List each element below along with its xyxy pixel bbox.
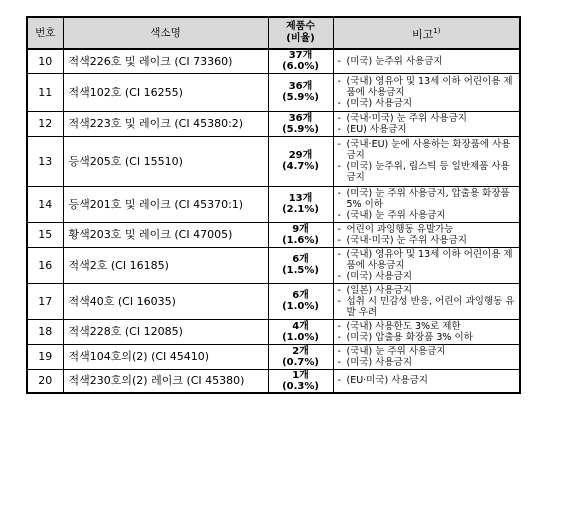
product-ratio: (1.0%) (282, 301, 319, 312)
bullet-dash: - (337, 75, 341, 87)
product-count: 37개 (288, 50, 313, 62)
product-count: 1개 (292, 369, 309, 381)
product-ratio: (0.7%) (282, 356, 319, 368)
table-row (27, 247, 520, 283)
product-count: 36개 (288, 81, 313, 92)
remark-item (338, 375, 517, 386)
product-count: 6개 (292, 290, 309, 301)
remark-item (338, 188, 517, 210)
remarks-cell (333, 136, 520, 186)
product-count: 4개 (292, 320, 309, 332)
remark-item (338, 249, 517, 271)
colorant-name: 적색228호 (CI 12085) (63, 319, 268, 344)
remark-item (338, 224, 517, 235)
remark-text: (국내) 눈 주위 사용금지 (346, 345, 446, 357)
row-number: 19 (27, 344, 63, 369)
bullet-dash: - (337, 270, 341, 282)
product-ratio: (1.5%) (282, 265, 319, 276)
remark-text: (국내·미국) 눈 주위 사용금지 (346, 234, 467, 246)
bullet-dash: - (337, 331, 341, 343)
table-row (27, 49, 520, 73)
header-count-line1: 제품수 (286, 21, 315, 32)
remark-item (338, 56, 517, 67)
remark-text: (미국) 사용금지 (346, 270, 412, 282)
product-count: 36개 (288, 112, 313, 124)
row-number: 14 (27, 186, 63, 222)
remark-text: (EU) 사용금지 (346, 123, 407, 135)
product-count-cell (268, 186, 333, 222)
remark-item (338, 285, 517, 296)
table-header (27, 17, 520, 49)
row-number: 16 (27, 247, 63, 283)
remarks-cell (333, 111, 520, 136)
remark-text: (국내·EU) 눈에 사용하는 화장품에 사용금지 (346, 139, 511, 161)
product-ratio: (1.6%) (282, 234, 319, 246)
colorant-name: 황색203호 및 레이크 (CI 47005) (63, 222, 268, 247)
product-count-cell (268, 73, 333, 111)
colorant-name: 적색223호 및 레이크 (CI 45380:2) (63, 111, 268, 136)
remarks-cell (333, 49, 520, 73)
remarks-cell (333, 247, 520, 283)
table-row (27, 73, 520, 111)
remark-item (338, 161, 517, 183)
colorant-table (26, 16, 521, 394)
product-count-cell (268, 111, 333, 136)
colorant-name: 적색102호 (CI 16255) (63, 73, 268, 111)
remark-item (338, 210, 517, 221)
remark-item (338, 235, 517, 246)
bullet-dash: - (337, 284, 341, 296)
header-note (333, 17, 520, 49)
product-ratio: (2.1%) (282, 204, 319, 215)
remarks-cell (333, 319, 520, 344)
remark-text: (미국) 압출용 화장품 3% 이하 (346, 331, 473, 343)
product-count-cell (268, 136, 333, 186)
remark-text: (EU·미국) 사용금지 (346, 375, 428, 387)
header-count-line2: (비율) (286, 33, 315, 44)
remark-text: (미국) 눈주위, 립스틱 등 일반제품 사용금지 (346, 161, 510, 183)
bullet-dash: - (337, 187, 341, 199)
row-number: 11 (27, 73, 63, 111)
remark-item (338, 139, 517, 161)
table-row (27, 283, 520, 319)
bullet-dash: - (337, 97, 341, 109)
product-count-cell (268, 283, 333, 319)
remark-text: (미국) 사용금지 (346, 356, 412, 368)
remarks-cell (333, 186, 520, 222)
bullet-dash: - (337, 123, 341, 135)
colorant-name: 적색2호 (CI 16185) (63, 247, 268, 283)
bullet-dash: - (337, 320, 341, 332)
remarks-cell (333, 222, 520, 247)
remarks-cell (333, 344, 520, 369)
product-ratio: (5.9%) (282, 92, 319, 103)
remark-item (338, 321, 517, 332)
product-ratio: (5.9%) (282, 123, 319, 135)
bullet-dash: - (337, 55, 341, 67)
colorant-name: 적색40호 (CI 16035) (63, 283, 268, 319)
table-row (27, 111, 520, 136)
table-row (27, 344, 520, 369)
remarks-cell (333, 369, 520, 393)
remark-text: (미국) 눈주위 사용금지 (346, 55, 443, 67)
colorant-name: 적색230호의(2) 레이크 (CI 45380) (63, 369, 268, 393)
row-number: 20 (27, 369, 63, 393)
colorant-name: 적색104호의(2) (CI 45410) (63, 344, 268, 369)
product-count: 13개 (288, 193, 313, 204)
remarks-cell (333, 283, 520, 319)
table-row (27, 222, 520, 247)
product-count-cell (268, 369, 333, 393)
bullet-dash: - (337, 223, 341, 235)
product-ratio: (1.0%) (282, 331, 319, 343)
product-count: 6개 (292, 254, 309, 265)
table-body (27, 49, 520, 393)
bullet-dash: - (337, 139, 341, 150)
remark-item (338, 296, 517, 318)
bullet-dash: - (337, 345, 341, 357)
bullet-dash: - (337, 112, 341, 124)
header-name: 색소명 (63, 17, 268, 49)
remark-text: (국내) 사용한도 3%로 제한 (346, 320, 461, 332)
row-number: 13 (27, 136, 63, 186)
bullet-dash: - (337, 356, 341, 368)
remark-item (338, 346, 517, 357)
product-count-cell (268, 222, 333, 247)
product-count-cell (268, 319, 333, 344)
bullet-dash: - (337, 295, 341, 307)
remark-text: (일본) 사용금지 (346, 284, 412, 296)
product-count-cell (268, 49, 333, 73)
remark-text: (미국) 눈 주위 사용금지, 압출용 화장품 5% 이하 (346, 187, 510, 210)
header-num: 번호 (27, 17, 63, 49)
table-row (27, 319, 520, 344)
header-note-footnote: 1) (433, 27, 441, 35)
remark-item (338, 98, 517, 109)
row-number: 18 (27, 319, 63, 344)
remark-item (338, 124, 517, 135)
remark-text: (국내) 눈 주위 사용금지 (346, 209, 446, 221)
remark-item (338, 113, 517, 124)
product-ratio: (6.0%) (282, 61, 319, 73)
remark-text: (국내) 영유아 및 13세 이하 어린이용 제품에 사용금지 (346, 248, 513, 271)
product-count: 2개 (292, 345, 309, 357)
colorant-name: 적색226호 및 레이크 (CI 73360) (63, 49, 268, 73)
bullet-dash: - (337, 375, 341, 387)
product-ratio: (0.3%) (282, 380, 319, 392)
header-count (268, 17, 333, 49)
remark-text: 어린이 과잉행동 유발가능 (346, 223, 454, 235)
table-row (27, 369, 520, 393)
remark-item (338, 76, 517, 98)
remark-item (338, 332, 517, 343)
remark-item (338, 271, 517, 282)
bullet-dash: - (337, 234, 341, 246)
product-count-cell (268, 344, 333, 369)
row-number: 17 (27, 283, 63, 319)
remark-text: (국내) 영유아 및 13세 이하 어린이용 제품에 사용금지 (346, 75, 513, 98)
table-row (27, 136, 520, 186)
remark-text: (국내·미국) 눈 주위 사용금지 (346, 112, 467, 124)
remarks-cell (333, 73, 520, 111)
product-ratio: (4.7%) (282, 161, 319, 172)
table-row (27, 186, 520, 222)
product-count: 9개 (292, 223, 309, 235)
remark-text: (미국) 사용금지 (346, 97, 412, 109)
row-number: 12 (27, 111, 63, 136)
bullet-dash: - (337, 248, 341, 260)
header-note-label: 비고 (412, 28, 434, 41)
colorant-name: 등색205호 (CI 15510) (63, 136, 268, 186)
product-count: 29개 (288, 150, 313, 161)
row-number: 10 (27, 49, 63, 73)
bullet-dash: - (337, 209, 341, 221)
colorant-name: 등색201호 및 레이크 (CI 45370:1) (63, 186, 268, 222)
remark-item (338, 357, 517, 368)
remark-text: 섭취 시 민감성 반응, 어린이 과잉행동 유발 우려 (346, 295, 515, 318)
row-number: 15 (27, 222, 63, 247)
bullet-dash: - (337, 161, 341, 172)
product-count-cell (268, 247, 333, 283)
